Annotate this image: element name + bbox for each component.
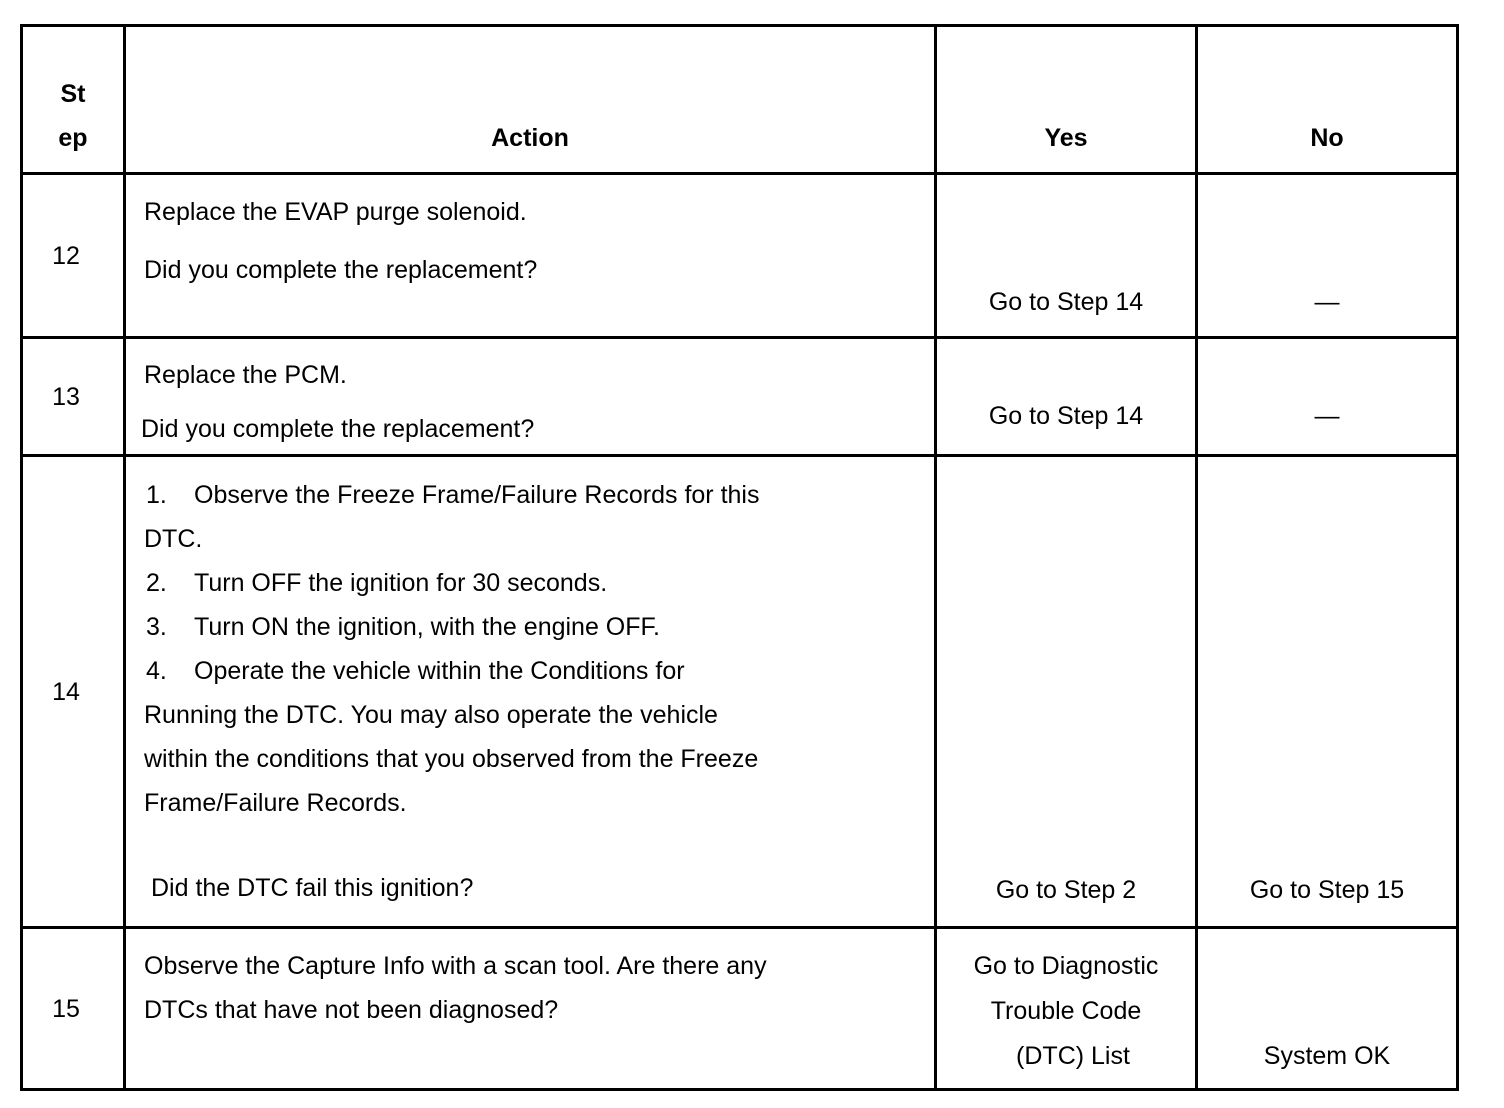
- header-step: [22, 26, 125, 174]
- table-row: [22, 174, 1458, 338]
- item-continuation: Running the DTC. You may also operate the vehicle: [144, 701, 718, 729]
- item-text: Observe the Freeze Frame/Failure Records for this: [194, 481, 760, 509]
- yes-line: Go to Diagnostic: [973, 952, 1159, 980]
- no-result: —: [1197, 338, 1458, 456]
- table-row: [22, 456, 1458, 928]
- item-number: 1.: [146, 481, 167, 509]
- table-row: [22, 928, 1458, 1090]
- action-instruction: Replace the PCM.: [144, 361, 347, 389]
- procedure-item: [144, 605, 922, 649]
- procedure-item: [144, 649, 922, 693]
- action-cell: [125, 456, 936, 928]
- action-line: Observe the Capture Info with a scan tool. Are there any: [144, 952, 767, 980]
- step-number: 13: [22, 338, 125, 456]
- action-question: Did the DTC fail this ignition?: [151, 874, 474, 902]
- header-action: Action: [125, 26, 936, 174]
- no-result: Go to Step 15: [1197, 456, 1458, 928]
- no-result: System OK: [1197, 928, 1458, 1090]
- action-cell: [125, 174, 936, 338]
- header-yes: Yes: [936, 26, 1197, 174]
- table-row: [22, 338, 1458, 456]
- action-question: Did you complete the replacement?: [141, 415, 535, 443]
- diagnostic-table: [20, 24, 1459, 1091]
- action-instruction: Replace the EVAP purge solenoid.: [144, 198, 527, 226]
- step-number: 14: [22, 456, 125, 928]
- action-question: Did you complete the replacement?: [144, 256, 538, 284]
- item-continuation: DTC.: [144, 525, 203, 553]
- item-number: 3.: [146, 613, 167, 641]
- header-row: [22, 26, 1458, 174]
- yes-result: Go to Step 2: [936, 456, 1197, 928]
- yes-result: [936, 928, 1197, 1090]
- action-line: DTCs that have not been diagnosed?: [144, 996, 559, 1024]
- item-continuation: within the conditions that you observed from the Freeze: [144, 745, 759, 773]
- header-step-line1: St: [60, 80, 86, 108]
- yes-line: Trouble Code: [990, 997, 1142, 1025]
- no-result: —: [1197, 174, 1458, 338]
- yes-result: Go to Step 14: [936, 338, 1197, 456]
- procedure-item: [144, 561, 922, 605]
- yes-result: Go to Step 14: [936, 174, 1197, 338]
- item-text: Turn ON the ignition, with the engine OFF.: [194, 613, 660, 641]
- action-cell: [125, 338, 936, 456]
- item-number: 4.: [146, 657, 167, 685]
- header-no: No: [1197, 26, 1458, 174]
- action-cell: [125, 928, 936, 1090]
- item-number: 2.: [146, 569, 167, 597]
- item-text: Operate the vehicle within the Conditions for: [194, 657, 685, 685]
- item-text: Turn OFF the ignition for 30 seconds.: [194, 569, 608, 597]
- step-number: 12: [22, 174, 125, 338]
- procedure-item: [144, 473, 922, 517]
- yes-line: (DTC) List: [1016, 1042, 1130, 1070]
- header-step-line2: ep: [58, 124, 88, 152]
- item-continuation: Frame/Failure Records.: [144, 789, 407, 817]
- step-number: 15: [22, 928, 125, 1090]
